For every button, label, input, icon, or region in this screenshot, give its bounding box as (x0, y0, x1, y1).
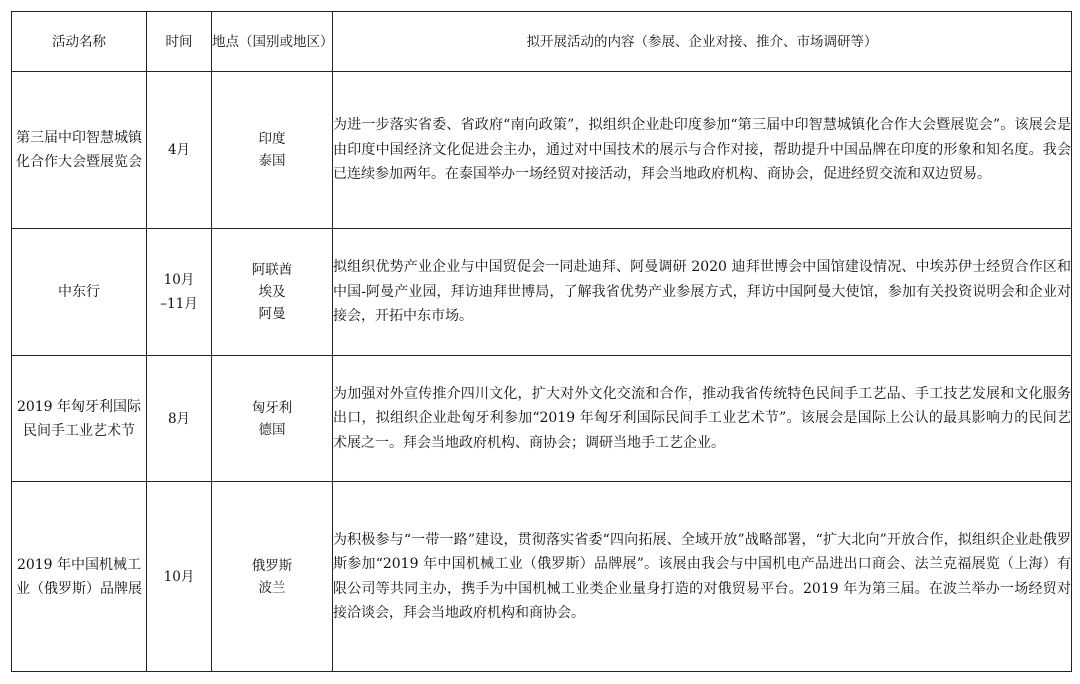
header-time: 时间 (147, 12, 212, 72)
table-row (12, 356, 1072, 482)
events-table (11, 11, 1072, 672)
time-cell: 8月 (147, 356, 212, 482)
activity-name-cell: 2019 年中国机械工业（俄罗斯）品牌展 (12, 482, 147, 672)
time-cell: 10月 (147, 482, 212, 672)
place-cell: 阿联酋 埃及 阿曼 (212, 229, 333, 356)
header-activity-name: 活动名称 (12, 12, 147, 72)
table-header-row (12, 12, 1072, 72)
activity-name-cell: 2019 年匈牙利国际民间手工业艺术节 (12, 356, 147, 482)
place-cell: 俄罗斯 波兰 (212, 482, 333, 672)
table-row (12, 229, 1072, 356)
table-row (12, 482, 1072, 672)
time-cell: 10月 –11月 (147, 229, 212, 356)
content-cell: 为加强对外宣传推介四川文化，扩大对外文化交流和合作，推动我省传统特色民间手工艺品、手工技艺发展和文化服务出口，拟组织企业赴匈牙利参加“2019 年匈牙利国际民间手工业艺术节”。该展会是国际上公认的最具影响力的民间艺术展之一。拜会当地政府机构、商协会；调研当地手工艺企业。 (333, 356, 1072, 482)
table-row (12, 72, 1072, 229)
content-cell: 为进一步落实省委、省政府“南向政策”，拟组织企业赴印度参加“第三届中印智慧城镇化合作大会暨展览会”。该展会是由印度中国经济文化促进会主办，通过对中国技术的展示与合作对接，帮助提升中国品牌在印度的形象和知名度。我会已连续参加两年。在泰国举办一场经贸对接活动，拜会当地政府机构、商协会，促进经贸交流和双边贸易。 (333, 72, 1072, 229)
time-cell: 4月 (147, 72, 212, 229)
content-cell: 拟组织优势产业企业与中国贸促会一同赴迪拜、阿曼调研 2020 迪拜世博会中国馆建设情况、中埃苏伊士经贸合作区和中国-阿曼产业园，拜访迪拜世博局，了解我省优势产业参展方式，拜访中国阿曼大使馆，参加有关投资说明会和企业对接会，开拓中东市场。 (333, 229, 1072, 356)
place-cell: 印度 泰国 (212, 72, 333, 229)
content-cell: 为积极参与“一带一路”建设，贯彻落实省委“四向拓展、全域开放”战略部署，“扩大北向”开放合作，拟组织企业赴俄罗斯参加“2019 年中国机械工业（俄罗斯）品牌展”。该展由我会与中国机电产品进出口商会、法兰克福展览（上海）有限公司等共同主办，携手为中国机械工业类企业量身打造的对俄贸易平台。2019 年为第三届。在波兰举办一场经贸对接洽谈会，拜会当地政府机构和商协会。 (333, 482, 1072, 672)
activity-name-cell: 第三届中印智慧城镇化合作大会暨展览会 (12, 72, 147, 229)
place-cell: 匈牙利 德国 (212, 356, 333, 482)
header-content: 拟开展活动的内容（参展、企业对接、推介、市场调研等） (333, 12, 1072, 72)
activity-name-cell: 中东行 (12, 229, 147, 356)
header-place: 地点（国别或地区） (212, 12, 333, 72)
